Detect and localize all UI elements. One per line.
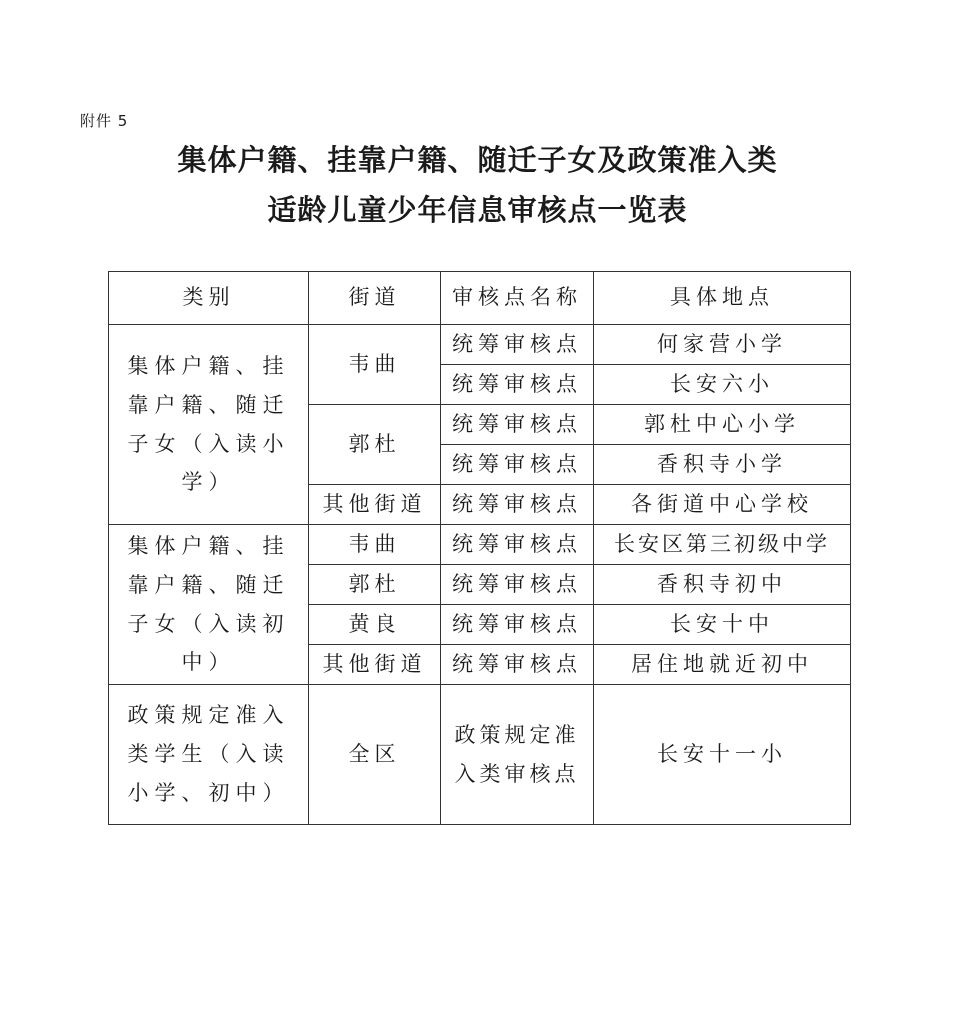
location-cell: 各街道中心学校	[594, 485, 851, 525]
street-cell: 其他街道	[309, 485, 441, 525]
street-cell: 全区	[309, 685, 441, 825]
document-title-line-2: 适龄儿童少年信息审核点一览表	[267, 193, 688, 227]
street-cell: 韦曲	[309, 325, 441, 405]
check-point-name-cell: 统筹审核点	[441, 605, 594, 645]
check-point-name-cell: 统筹审核点	[441, 445, 594, 485]
street-cell: 郭杜	[309, 405, 441, 485]
check-point-name-cell: 统筹审核点	[441, 365, 594, 405]
check-point-name-cell: 统筹审核点	[441, 405, 594, 445]
location-cell: 长安六小	[594, 365, 851, 405]
check-point-name-cell: 统筹审核点	[441, 525, 594, 565]
table-row	[109, 325, 851, 365]
header-street: 街道	[309, 272, 441, 325]
street-cell: 黄良	[309, 605, 441, 645]
header-category: 类别	[109, 272, 309, 325]
attachment-label: 附件 5	[80, 112, 129, 130]
location-cell: 长安十中	[594, 605, 851, 645]
location-cell: 香积寺小学	[594, 445, 851, 485]
document-title-line-1: 集体户籍、挂靠户籍、随迁子女及政策准入类	[177, 143, 778, 177]
location-cell: 长安十一小	[594, 685, 851, 825]
header-check-point-name: 审核点名称	[441, 272, 594, 325]
location-cell: 何家营小学	[594, 325, 851, 365]
header-location: 具体地点	[594, 272, 851, 325]
check-point-name-cell: 政策规定准入类审核点	[441, 685, 594, 825]
check-point-name-cell: 统筹审核点	[441, 645, 594, 685]
check-point-name-cell: 统筹审核点	[441, 325, 594, 365]
category-cell: 集体户籍、挂靠户籍、随迁子女（入读初中）	[109, 525, 309, 685]
street-cell: 郭杜	[309, 565, 441, 605]
location-cell: 居住地就近初中	[594, 645, 851, 685]
category-cell: 集体户籍、挂靠户籍、随迁子女（入读小学）	[109, 325, 309, 525]
table-row	[109, 685, 851, 825]
location-cell: 郭杜中心小学	[594, 405, 851, 445]
check-point-name-cell: 统筹审核点	[441, 485, 594, 525]
review-points-table	[108, 271, 851, 825]
check-point-name-cell: 统筹审核点	[441, 565, 594, 605]
street-cell: 其他街道	[309, 645, 441, 685]
location-cell: 香积寺初中	[594, 565, 851, 605]
table-header-row	[109, 272, 851, 325]
category-cell: 政策规定准入类学生（入读小学、初中）	[109, 685, 309, 825]
location-cell: 长安区第三初级中学	[594, 525, 851, 565]
table-row	[109, 525, 851, 565]
street-cell: 韦曲	[309, 525, 441, 565]
